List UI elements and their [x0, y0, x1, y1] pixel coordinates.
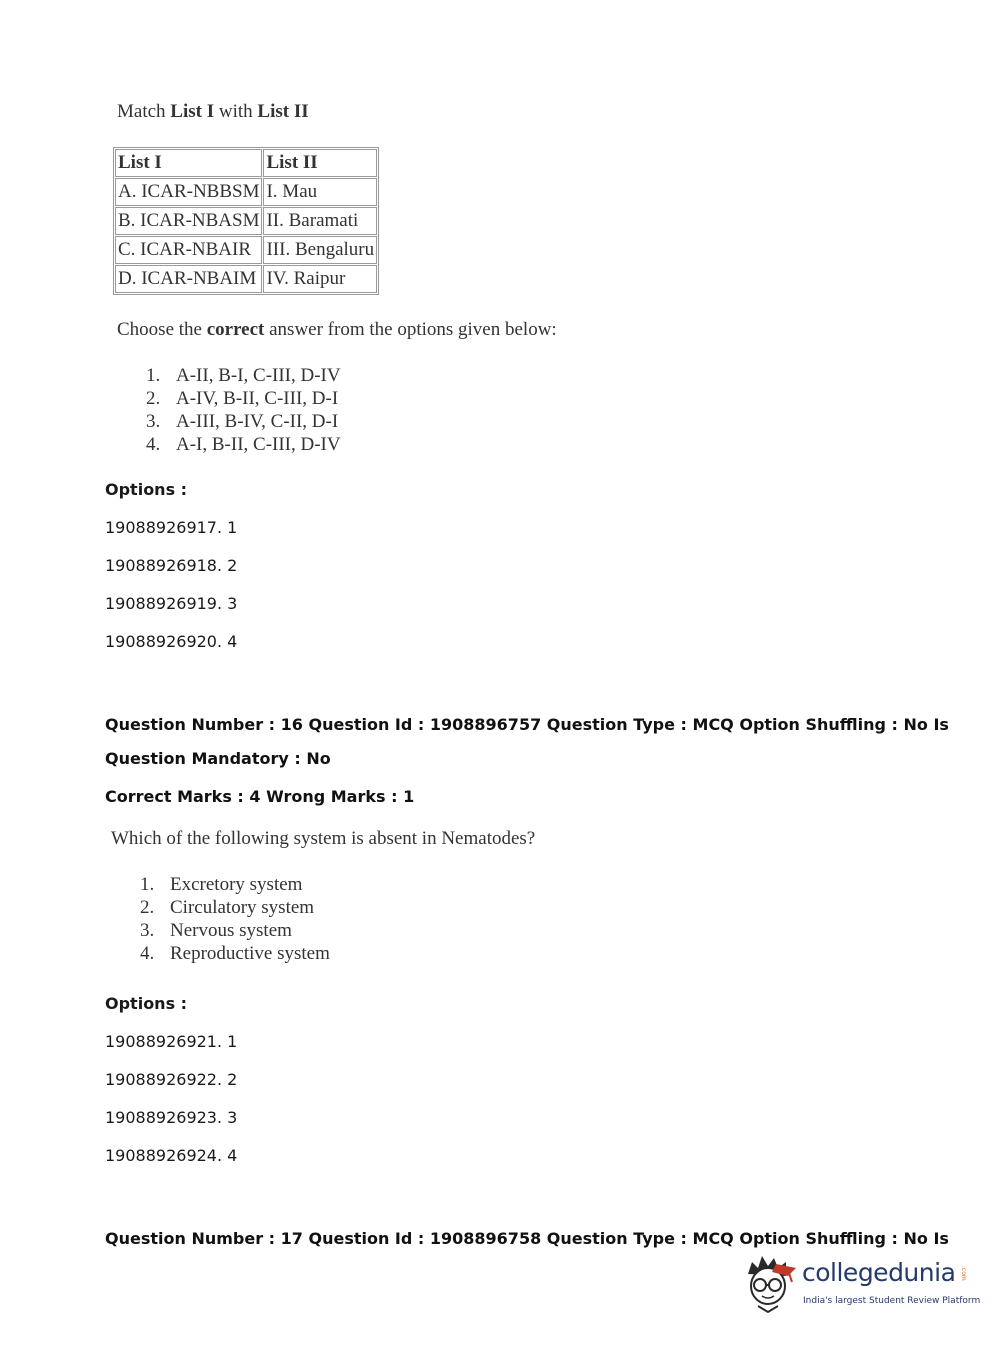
option-item: 19088926920. 4 — [105, 632, 238, 651]
list-item: 3. Nervous system — [140, 920, 292, 941]
question-header: Question Number : 16 Question Id : 1908896757 Question Type : MCQ Option Shuffling : No Is — [105, 715, 949, 734]
table-cell: IV. Raipur — [263, 265, 377, 293]
table-cell: I. Mau — [263, 178, 377, 206]
option-item: 19088926917. 1 — [105, 518, 238, 537]
list-item: 1. A-II, B-I, C-III, D-IV — [146, 365, 341, 386]
logo-wordmark: collegedunia — [802, 1258, 956, 1287]
list-item: 2. Circulatory system — [140, 897, 315, 918]
match-prompt: Match List I with List II — [117, 101, 309, 122]
question-marks: Correct Marks : 4 Wrong Marks : 1 — [105, 787, 415, 806]
table-row — [115, 236, 377, 264]
table-cell: II. Baramati — [263, 207, 377, 235]
table-cell: III. Bengaluru — [263, 236, 377, 264]
list-item: 2. A-IV, B-II, C-III, D-I — [146, 388, 339, 409]
question-text: Which of the following system is absent in Nematodes? — [111, 828, 536, 849]
option-item: 19088926918. 2 — [105, 556, 238, 575]
option-item: 19088926921. 1 — [105, 1032, 238, 1051]
list-item: 3. A-III, B-IV, C-II, D-I — [146, 411, 339, 432]
table-header-cell: List II — [263, 149, 377, 177]
logo-tagline: India's largest Student Review Platform — [803, 1296, 981, 1306]
match-table — [113, 147, 379, 295]
list-item: 4. Reproductive system — [140, 943, 330, 964]
options-label: Options : — [105, 480, 188, 499]
match-table-wrapper — [113, 147, 379, 295]
q16-answer-list — [140, 873, 330, 965]
collegedunia-logo — [742, 1252, 981, 1322]
table-header-row — [115, 149, 377, 177]
choose-instruction: Choose the correct answer from the options given below: — [117, 319, 557, 340]
table-row — [115, 178, 377, 206]
table-row — [115, 207, 377, 235]
question-mandatory: Question Mandatory : No — [105, 749, 331, 768]
q15-answer-list — [146, 364, 341, 456]
table-cell: B. ICAR-NBASM — [115, 207, 262, 235]
table-cell: A. ICAR-NBBSM — [115, 178, 262, 206]
options-label: Options : — [105, 994, 188, 1013]
table-row — [115, 265, 377, 293]
question-header: Question Number : 17 Question Id : 1908896758 Question Type : MCQ Option Shuffling : No Is — [105, 1229, 949, 1248]
option-item: 19088926919. 3 — [105, 594, 238, 613]
table-cell: D. ICAR-NBAIM — [115, 265, 262, 293]
student-mascot-icon — [742, 1252, 802, 1318]
table-header-cell: List I — [115, 149, 262, 177]
list-item: 1. Excretory system — [140, 874, 303, 895]
table-cell: C. ICAR-NBAIR — [115, 236, 262, 264]
option-item: 19088926923. 3 — [105, 1108, 238, 1127]
option-item: 19088926924. 4 — [105, 1146, 238, 1165]
option-item: 19088926922. 2 — [105, 1070, 238, 1089]
logo-domain: .com — [960, 1266, 967, 1281]
list-item: 4. A-I, B-II, C-III, D-IV — [146, 434, 341, 455]
